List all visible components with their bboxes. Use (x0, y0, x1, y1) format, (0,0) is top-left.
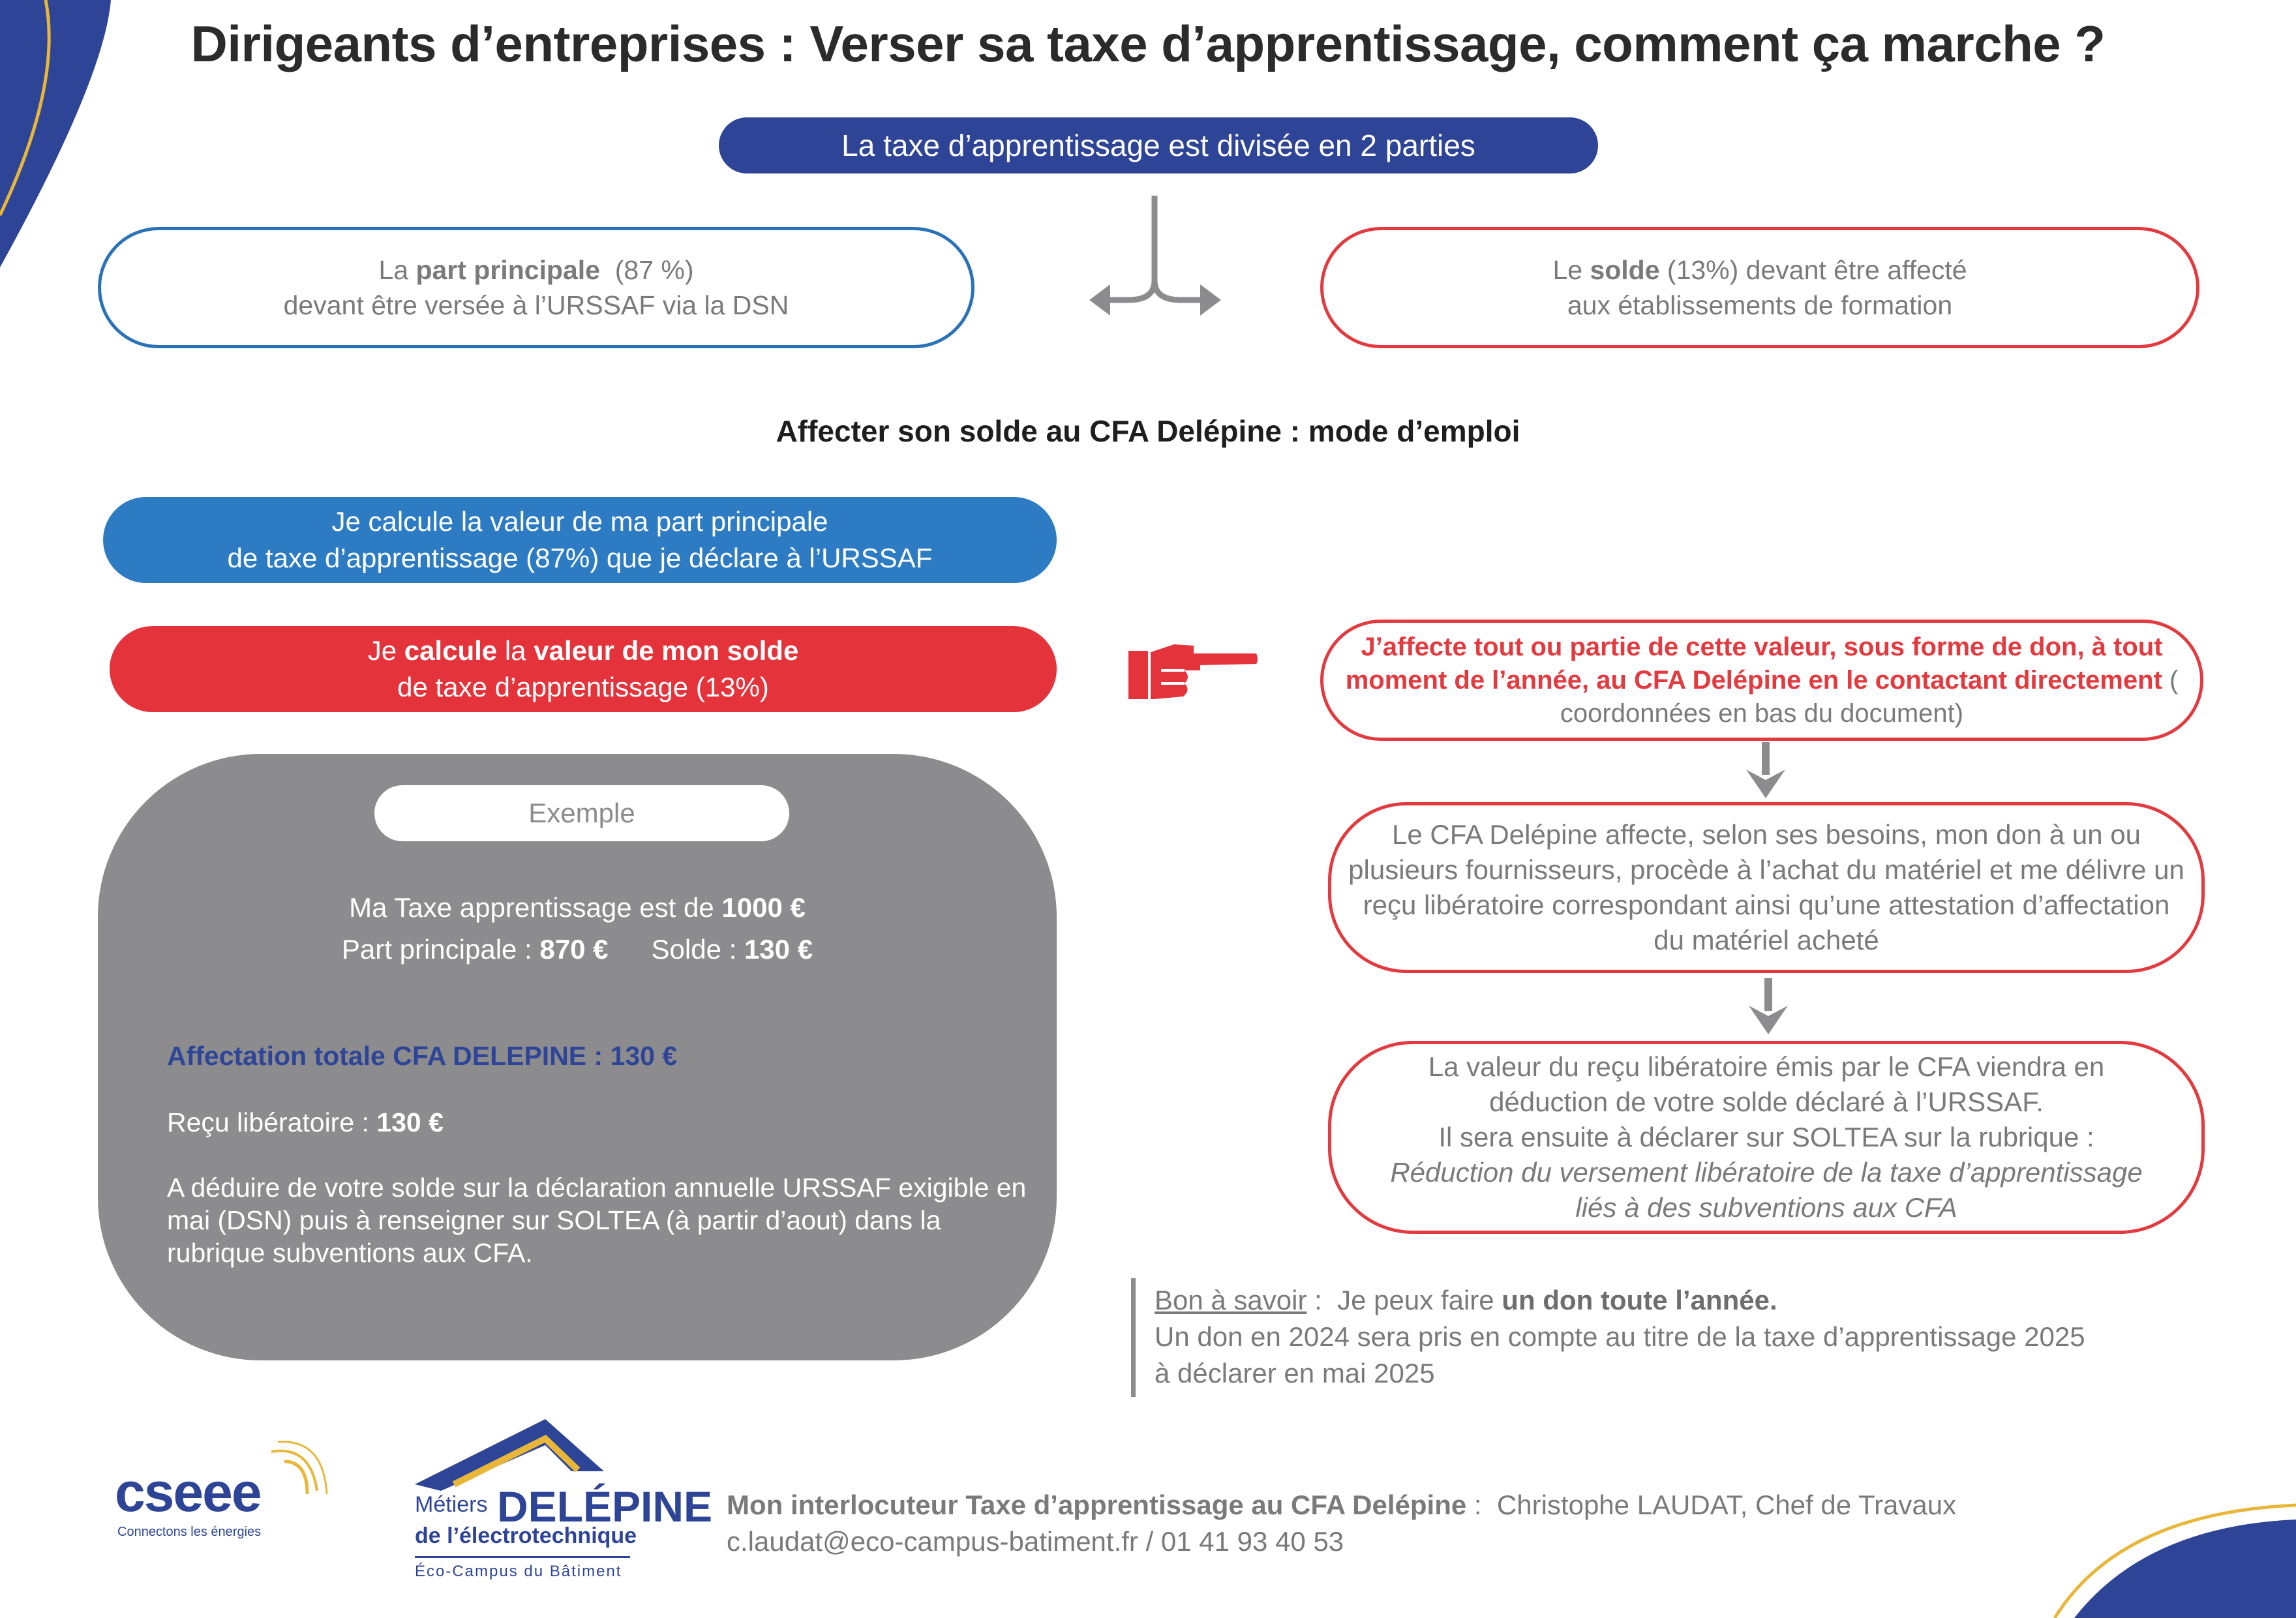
step-red-b1: calcule (404, 635, 498, 666)
example-part-value: 870 € (539, 934, 609, 965)
bon-a-savoir-note (1155, 1282, 2263, 1392)
note-colon: : Je peux faire (1307, 1285, 1502, 1315)
step-blue-line1: Je calcule la valeur de ma part principale (331, 506, 828, 537)
example-recu (167, 1107, 444, 1138)
delepine-elec: de l’électrotechnique (415, 1523, 637, 1548)
footer-contact (727, 1487, 1956, 1560)
cseee-logo (115, 1432, 337, 1550)
footer-email-phone[interactable]: c.laudat@eco-campus-batiment.fr / 01 41 93 40 53 (727, 1526, 1344, 1557)
delepine-divider (415, 1556, 630, 1558)
note-line3: à déclarer en mai 2025 (1155, 1358, 1435, 1388)
step-red-p1: Je (367, 635, 404, 666)
step-calcul-part-principale (103, 497, 1057, 583)
part-principale-bold: part principale (415, 255, 600, 285)
recu-italic2: liés à des subventions aux CFA (1575, 1192, 1957, 1223)
delepine-name: DELÉPINE (497, 1482, 713, 1531)
part-principale-pre: La (378, 255, 416, 285)
part-principale-box (98, 227, 974, 348)
corner-decoration-bottom-right (2048, 1500, 2296, 1618)
example-recu-pre: Reçu libératoire : (167, 1107, 377, 1137)
part-principale-line2: devant être versée à l’URSSAF via la DSN (283, 290, 789, 320)
pointing-hand-icon (1128, 631, 1259, 710)
recu-line2: déduction de votre solde déclaré à l’URSSAF. (1489, 1086, 2044, 1117)
cseee-wordmark: cseee (115, 1461, 261, 1523)
down-arrow-icon (1745, 978, 1791, 1037)
solde-line2: aux établissements de formation (1567, 290, 1953, 320)
roof-icon (415, 1419, 611, 1491)
solde-bold: solde (1590, 255, 1660, 285)
step-recu-deduction (1328, 1041, 2205, 1234)
step-calcul-solde (110, 626, 1057, 712)
delepine-campus: Éco-Campus du Bâtiment (415, 1563, 622, 1580)
page-title: Dirigeants d’entreprises : Verser sa taxe d’apprentissage, comment ça marche ? (190, 15, 2106, 72)
recu-line1: La valeur du reçu libératoire émis par le CFA viendra en (1428, 1051, 2105, 1082)
step-red-p2: la (497, 635, 534, 666)
delepine-metiers: Métiers (415, 1492, 488, 1517)
solde-post: (13%) devant être affecté (1659, 255, 1967, 285)
recu-line3: Il sera ensuite à déclarer sur SOLTEA sur la rubrique : (1438, 1122, 2094, 1152)
affecte-bold: J’affecte tout ou partie de cette valeur, sous forme de don, à tout moment de l’année, au CFA Delépine en le contactant directement (1345, 632, 2163, 695)
example-line2-pre: Part principale : (341, 934, 540, 965)
affecte-normal: ( coordonnées en bas du document) (1560, 665, 2179, 728)
section-subtitle: Affecter son solde au CFA Delépine : mode d’emploi (776, 414, 1520, 448)
down-arrow-icon (1743, 742, 1789, 801)
step-cfa-affecte (1328, 802, 2205, 973)
tax-split-banner: La taxe d’apprentissage est divisée en 2 parties (719, 117, 1598, 173)
example-line1-bold: 1000 € (721, 892, 806, 923)
step-affecte-don (1320, 620, 2203, 741)
note-divider (1131, 1278, 1136, 1397)
solde-box (1320, 227, 2199, 348)
example-line1-pre: Ma Taxe apprentissage est de (349, 892, 722, 923)
footer-bold: Mon interlocuteur Taxe d’apprentissage au CFA Delépine (727, 1490, 1467, 1520)
example-solde-value: 130 € (744, 934, 813, 965)
note-line2: Un don en 2024 sera pris en compte au titre de la taxe d’apprentissage 2025 (1155, 1321, 2085, 1352)
example-deduire: A déduire de votre solde sur la déclaration annuelle URSSAF exigible en mai (DSN) puis à renseigner sur SOLTEA (à partir d’aout) dans la rubrique subventions aux CFA. (167, 1173, 1027, 1268)
note-bold: un don toute l’année. (1502, 1285, 1777, 1315)
example-affectation: Affectation totale CFA DELEPINE : 130 € (167, 1041, 678, 1071)
example-recu-bold: 130 € (376, 1107, 444, 1137)
part-principale-post: (87 %) (599, 255, 694, 285)
recu-italic1: Réduction du versement libératoire de la taxe d’apprentissage (1390, 1157, 2143, 1188)
note-label: Bon à savoir (1155, 1285, 1307, 1315)
delepine-logo (415, 1419, 713, 1589)
step-red-line2: de taxe d’apprentissage (13%) (397, 672, 769, 702)
example-amounts (98, 887, 1057, 970)
example-line2-mid: Solde : (651, 934, 744, 965)
step-red-b2: valeur de mon solde (534, 635, 799, 666)
solde-pre: Le (1552, 255, 1590, 285)
split-arrow-icon (1076, 196, 1233, 326)
example-label: Exemple (374, 785, 789, 841)
cfa-affecte-text: Le CFA Delépine affecte, selon ses besoins, mon don à un ou plusieurs fournisseurs, procède à l’achat du matériel et me délivre un reçu libératoire correspondant ainsi qu’une attestation d’affectation du matériel acheté (1348, 819, 2184, 955)
step-blue-line2: de taxe d’apprentissage (87%) que je déclare à l’URSSAF (227, 543, 933, 573)
cseee-tagline: Connectons les énergies (117, 1525, 262, 1539)
footer-contact-name: : Christophe LAUDAT, Chef de Travaux (1466, 1490, 1957, 1520)
